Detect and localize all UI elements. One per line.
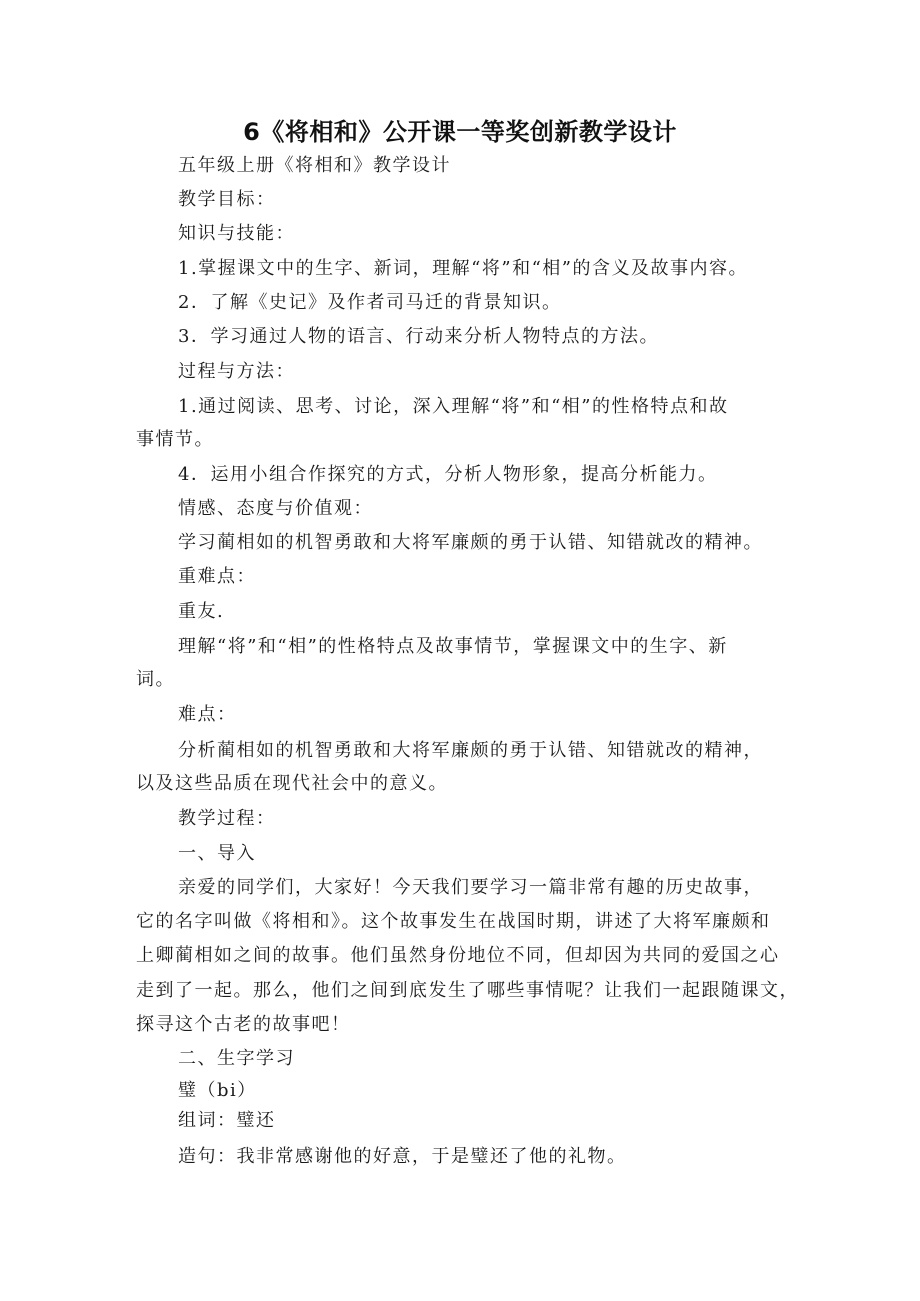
section-heading: 过程与方法： (178, 361, 295, 382)
paragraph-line: 它的名字叫做《将相和》。这个故事发生在战国时期，讲述了大将军廉颇和 (136, 911, 771, 932)
paragraph-line: 探寻这个古老的故事吧！ (136, 1014, 351, 1035)
section-heading: 一、导入 (178, 843, 256, 864)
section-heading: 重难点： (178, 566, 256, 587)
paragraph-line: 3．学习通过人物的语言、行动来分析人物特点的方法。 (178, 326, 659, 347)
paragraph-line: 事情节。 (136, 429, 214, 450)
paragraph-line: 词。 (136, 669, 175, 690)
paragraph-line: 分析蔺相如的机智勇敢和大将军廉颇的勇于认错、知错就改的精神， (178, 740, 763, 761)
paragraph-line: 1.通过阅读、思考、讨论，深入理解“将”和“相”的性格特点和故 (178, 396, 729, 417)
section-heading: 教学目标： (178, 189, 276, 210)
paragraph-line: 理解“将”和“相”的性格特点及故事情节，掌握课文中的生字、新 (178, 636, 728, 657)
section-heading: 知识与技能： (178, 223, 295, 244)
subtitle-line: 五年级上册《将相和》教学设计 (178, 155, 451, 176)
paragraph-line: 造句：我非常感谢他的好意，于是璧还了他的礼物。 (178, 1146, 627, 1167)
section-heading: 教学过程： (178, 808, 276, 829)
paragraph-line: 2．了解《史记》及作者司马迁的背景知识。 (178, 292, 562, 313)
paragraph-line: 亲爱的同学们，大家好！今天我们要学习一篇非常有趣的历史故事， (178, 877, 763, 898)
paragraph-line: 4．运用小组合作探究的方式，分析人物形象，提高分析能力。 (178, 464, 718, 485)
paragraph-line: 1.掌握课文中的生字、新词，理解“将”和“相”的含义及故事内容。 (178, 258, 748, 279)
document-title: 6《将相和》公开课一等奖创新教学设计 (243, 118, 677, 146)
paragraph-line: 以及这些品质在现代社会中的意义。 (136, 773, 448, 794)
section-heading: 重友. (178, 601, 225, 622)
paragraph-line: 走到了一起。那么，他们之间到底发生了哪些事情呢？让我们一起跟随课文， (136, 980, 799, 1001)
paragraph-line: 上卿蔺相如之间的故事。他们虽然身份地位不同，但却因为共同的爱国之心 (136, 945, 780, 966)
section-heading: 情感、态度与价值观： (178, 498, 373, 519)
section-heading: 二、生字学习 (178, 1048, 295, 1069)
section-heading: 难点： (178, 704, 237, 725)
paragraph-line: 组词：璧还 (178, 1110, 276, 1131)
paragraph-line: 学习蔺相如的机智勇敢和大将军廉颇的勇于认错、知错就改的精神。 (178, 532, 763, 553)
paragraph-line: 璧（bi） (178, 1080, 257, 1101)
